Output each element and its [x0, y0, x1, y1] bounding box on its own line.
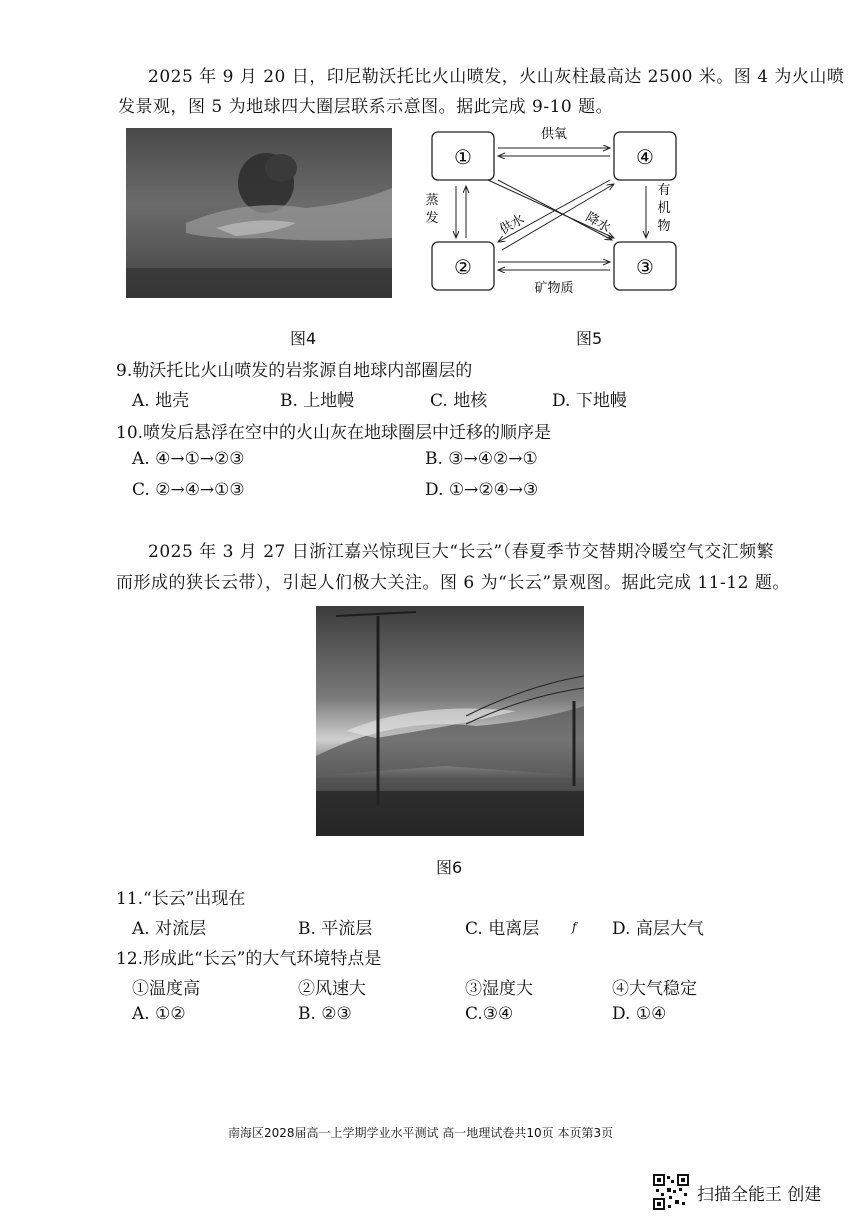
q11-option-d: D. 高层大气 — [612, 919, 704, 939]
page-footer: 南海区2028届高一上学期学业水平测试 高一地理试卷共10页 本页第3页 — [228, 1126, 614, 1140]
q12-option-d: D. ①④ — [612, 1004, 667, 1024]
node-3-label: ③ — [636, 255, 654, 279]
q12-option-a: A. ①② — [132, 1004, 186, 1024]
intro1-line1: 2025 年 9 月 20 日，印尼勒沃托比火山喷发，火山灰柱最高达 2500 米。图 4 为火山喷 — [148, 67, 845, 87]
q11-option-c: C. 电离层 — [465, 919, 540, 939]
q12-item-2: ②风速大 — [298, 979, 366, 999]
q12-option-c: C.③④ — [465, 1004, 514, 1024]
intro1-line2: 发景观，图 5 为地球四大圈层联系示意图。据此完成 9-10 题。 — [118, 97, 614, 117]
q12-item-4: ④大气稳定 — [612, 979, 697, 999]
long-cloud-photo — [316, 606, 584, 836]
q12-option-b: B. ②③ — [298, 1004, 352, 1024]
q12-item-3: ③湿度大 — [465, 979, 533, 999]
stray-mark: f — [572, 920, 577, 934]
q9-stem: 9.勒沃托比火山喷发的岩浆源自地球内部圈层的 — [116, 361, 473, 381]
q10-option-d: D. ①→②④→③ — [425, 480, 539, 500]
node-1-label: ① — [454, 145, 472, 169]
intro2-line1: 2025 年 3 月 27 日浙江嘉兴惊现巨大“长云”（春夏季节交替期冷暖空气交汇频繁 — [148, 542, 775, 562]
earth-spheres-diagram — [410, 110, 700, 305]
q9-option-b: B. 上地幔 — [280, 391, 355, 411]
qr-code-icon — [653, 1174, 689, 1210]
label-precipitation: 降水 — [582, 209, 613, 236]
label-organic-3: 物 — [657, 219, 671, 234]
q11-option-b: B. 平流层 — [298, 919, 373, 939]
q9-option-d: D. 下地幔 — [552, 391, 627, 411]
label-organic-1: 有 — [657, 183, 671, 198]
figure5-caption: 图5 — [576, 329, 603, 348]
label-evap-1: 蒸 — [425, 193, 439, 208]
intro2-line2: 而形成的狭长云带），引起人们极大关注。图 6 为“长云”景观图。据此完成 11-12 题。 — [116, 573, 790, 593]
q11-stem: 11.“长云”出现在 — [116, 889, 246, 909]
q12-item-1: ①温度高 — [132, 979, 200, 999]
q10-stem: 10.喷发后悬浮在空中的火山灰在地球圈层中迁移的顺序是 — [116, 423, 552, 443]
q11-option-a: A. 对流层 — [132, 919, 207, 939]
q10-option-c: C. ②→④→①③ — [132, 480, 245, 500]
node-2-label: ② — [454, 255, 472, 279]
label-minerals: 矿物质 — [534, 281, 574, 296]
label-oxygen: 供氧 — [540, 127, 568, 142]
scanner-watermark: 扫描全能王 创建 — [697, 1185, 822, 1205]
label-evap-2: 发 — [425, 211, 439, 226]
figure4-caption: 图4 — [290, 329, 317, 348]
volcano-eruption-photo — [126, 128, 392, 298]
label-water-supply: 供水 — [497, 211, 528, 238]
q10-option-b: B. ③→④②→① — [425, 449, 538, 469]
figure6-caption: 图6 — [436, 858, 463, 877]
q9-option-a: A. 地壳 — [132, 391, 190, 411]
label-organic-2: 机 — [657, 201, 671, 216]
q12-stem: 12.形成此“长云”的大气环境特点是 — [116, 949, 382, 969]
q9-option-c: C. 地核 — [430, 391, 488, 411]
node-4-label: ④ — [636, 145, 654, 169]
q10-option-a: A. ④→①→②③ — [132, 449, 245, 469]
